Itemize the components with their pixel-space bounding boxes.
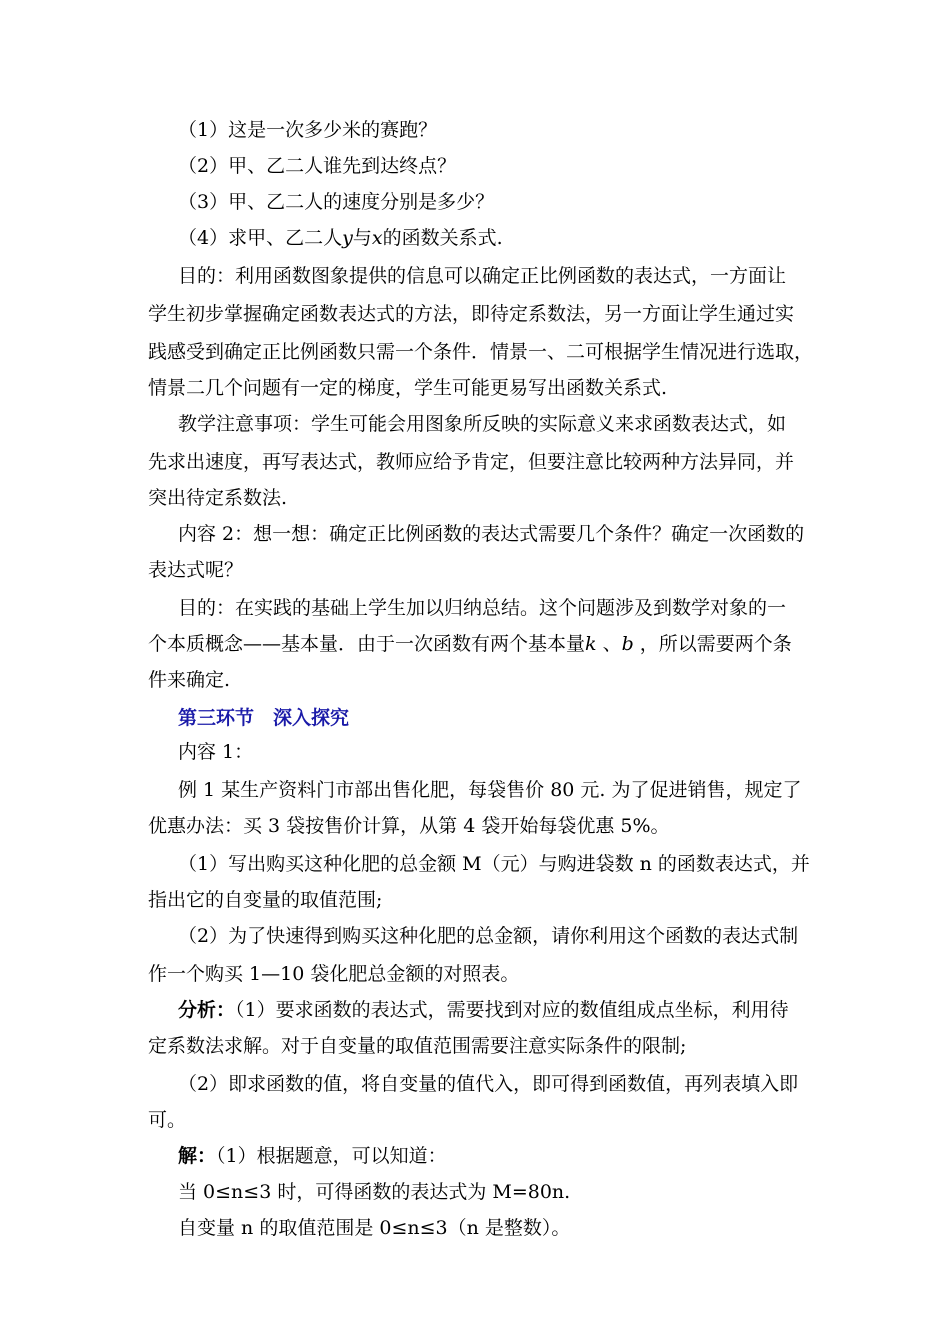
content-2-line-2: 表达式呢？ xyxy=(148,559,244,581)
question-4-prefix: （4）求甲、乙二人 xyxy=(178,227,343,249)
question-3: （3）甲、乙二人的速度分别是多少？ xyxy=(178,191,495,213)
purpose-2-line-1: 目的：在实践的基础上学生加以归纳总结。这个问题涉及到数学对象的一 xyxy=(178,597,787,619)
example-line-5: （2）为了快速得到购买这种化肥的总金额，请你利用这个函数的表达式制 xyxy=(178,925,799,947)
solution-label: 解： xyxy=(178,1145,217,1167)
variable-b: b xyxy=(621,633,634,655)
example-line-2: 优惠办法：买 3 袋按售价计算，从第 4 袋开始每袋优惠 5%。 xyxy=(148,815,670,837)
analysis-line-3: （2）即求函数的值，将自变量的值代入，即可得到函数值，再列表填入即 xyxy=(178,1073,799,1095)
analysis-line-1 xyxy=(178,998,789,1022)
analysis-line-4: 可。 xyxy=(148,1109,187,1131)
notes-line-1: 教学注意事项：学生可能会用图象所反映的实际意义来求函数表达式，如 xyxy=(178,413,787,435)
purpose-1-line-1: 目的：利用函数图象提供的信息可以确定正比例函数的表达式，一方面让 xyxy=(178,265,787,287)
purpose-1-line-4: 情景二几个问题有一定的梯度，学生可能更易写出函数关系式. xyxy=(148,377,668,399)
example-line-3: （1）写出购买这种化肥的总金额 M（元）与购进袋数 n 的函数表达式，并 xyxy=(178,853,810,875)
question-4-mid: 与 xyxy=(352,227,372,249)
example-line-6: 作一个购买 1—10 袋化肥总金额的对照表。 xyxy=(148,963,520,985)
solution-line-1 xyxy=(178,1144,447,1168)
purpose-2-line-2-suffix: ，所以需要两个条 xyxy=(633,633,792,655)
notes-line-2: 先求出速度，再写表达式，教师应给予肯定，但要注意比较两种方法异同，并 xyxy=(148,451,795,473)
example-line-1: 例 1 某生产资料门市部出售化肥，每袋售价 80 元. 为了促进销售，规定了 xyxy=(178,779,802,801)
solution-text-1: （1）根据题意，可以知道： xyxy=(216,1145,447,1167)
section-heading: 第三环节 深入探究 xyxy=(178,707,350,729)
notes-line-3: 突出待定系数法. xyxy=(148,487,288,509)
question-1: （1）这是一次多少米的赛跑？ xyxy=(178,119,438,141)
purpose-2-separator: 、 xyxy=(596,633,622,655)
question-4-suffix: 的函数关系式. xyxy=(382,227,503,249)
variable-k: k xyxy=(585,633,597,655)
content-2-line-1: 内容 2：想一想：确定正比例函数的表达式需要几个条件？确定一次函数的 xyxy=(178,523,805,545)
purpose-1-line-3: 践感受到确定正比例函数只需一个条件．情景一、二可根据学生情况进行选取， xyxy=(148,341,814,363)
purpose-2-line-3: 件来确定. xyxy=(148,669,231,691)
variable-y: y xyxy=(342,227,353,249)
purpose-1-line-2: 学生初步掌握确定函数表达式的方法，即待定系数法，另一方面让学生通过实 xyxy=(148,303,795,325)
solution-line-3: 自变量 n 的取值范围是 0≤n≤3（n 是整数）。 xyxy=(178,1217,571,1239)
content-1-label: 内容 1： xyxy=(178,741,254,763)
analysis-line-2: 定系数法求解。对于自变量的取值范围需要注意实际条件的限制; xyxy=(148,1035,687,1057)
question-2: （2）甲、乙二人谁先到达终点？ xyxy=(178,155,457,177)
variable-x: x xyxy=(371,227,383,249)
question-4 xyxy=(178,226,503,250)
purpose-2-line-2-prefix: 个本质概念——基本量．由于一次函数有两个基本量 xyxy=(148,633,586,655)
analysis-text-1: （1）要求函数的表达式，需要找到对应的数值组成点坐标，利用待 xyxy=(235,999,789,1021)
purpose-2-line-2 xyxy=(148,632,792,656)
solution-line-2: 当 0≤n≤3 时，可得函数的表达式为 M=80n. xyxy=(178,1181,571,1203)
example-line-4: 指出它的自变量的取值范围; xyxy=(148,889,383,911)
analysis-label: 分析： xyxy=(178,999,236,1021)
